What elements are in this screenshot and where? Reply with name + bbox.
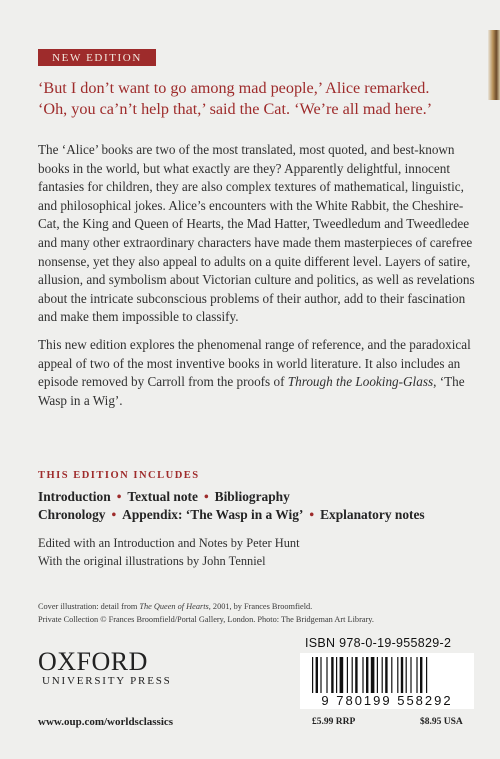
publisher-logo: OXFORD xyxy=(38,647,148,676)
blurb xyxy=(38,141,482,419)
barcode-bars xyxy=(312,657,462,695)
bullet-separator: • xyxy=(111,507,117,522)
illustrator-credit-line: With the original illustrations by John Tenniel xyxy=(38,554,266,568)
barcode-bar xyxy=(312,657,313,695)
quote-line-2: ‘Oh, you ca’n’t help that,’ said the Cat. ‘We’re all mad here.’ xyxy=(38,100,433,118)
barcode-bar xyxy=(371,657,375,695)
barcode-bar xyxy=(397,657,398,695)
barcode-bar xyxy=(426,657,427,695)
barcode xyxy=(300,653,474,709)
editor-credits xyxy=(38,534,300,570)
barcode-bar xyxy=(362,657,363,695)
bullet-separator: • xyxy=(309,507,315,522)
cover-edge-strip xyxy=(488,30,500,100)
includes-heading: THIS EDITION INCLUDES xyxy=(38,470,200,481)
barcode-bar xyxy=(420,657,422,695)
cover-credit-line-2: Private Collection © Frances Broomfield/Portal Gallery, London. Photo: The Bridgeman Art Library. xyxy=(38,614,374,624)
includes-row-1 xyxy=(38,488,478,506)
barcode-bar xyxy=(352,657,353,695)
barcode-bar xyxy=(336,657,337,695)
barcode-bar xyxy=(355,657,357,695)
includes-item: Appendix: ‘The Wasp in a Wig’ xyxy=(122,507,304,522)
isbn-label: ISBN 978-0-19-955829-2 xyxy=(305,636,452,650)
blurb-paragraph-2-start: This new edition explores the phenomenal range of reference, and the paradoxical appeal of two of the most inventive books in world literature. It also includes an episode removed by Carroll from the proofs of xyxy=(38,336,471,390)
blurb-paragraph-2 xyxy=(38,336,482,410)
barcode-bar xyxy=(406,657,407,695)
includes-item: Textual note xyxy=(127,489,198,504)
includes-row-2 xyxy=(38,506,478,524)
barcode-bar xyxy=(340,657,344,695)
bullet-separator: • xyxy=(116,489,122,504)
bullet-separator: • xyxy=(203,489,209,504)
barcode-bar xyxy=(326,657,327,695)
barcode-bar xyxy=(401,657,403,695)
includes-list xyxy=(38,488,478,524)
blurb-paragraph-2-title: Through the Looking-Glass xyxy=(287,374,434,390)
cover-credit-prefix: Cover illustration: detail from xyxy=(38,602,140,611)
includes-item: Bibliography xyxy=(214,489,290,504)
quote-line-1: ‘But I don’t want to go among mad people,’ Alice remarked. xyxy=(38,79,430,97)
barcode-bar xyxy=(316,657,318,695)
blurb-paragraph-1: The ‘Alice’ books are two of the most translated, most quoted, and best-known books in the world, but what exactly are they? Apparently delightful, innocent fantasies for children, they are also complex textures of mathematical, linguistic, and philosophical jokes. Alice’s encounters with the White Rabbit, the Cheshire-Cat, the King and Queen of Hearts, the Mad Hatter, Tweedledum and Tweedledee and many other extraordinary characters have made them masterpieces of carefree nonsense, yet they also appeal to adults on a quite different level. Layers of satire, allusion, and symbolism about Victorian culture and politics, as well as revelations about the intricate subconscious problems of their author, add to their fascination and make them impossible to classify. xyxy=(38,142,475,325)
publisher-logo-subtitle: UNIVERSITY PRESS xyxy=(42,675,172,687)
barcode-bar xyxy=(385,657,387,695)
new-edition-badge: NEW EDITION xyxy=(38,49,156,66)
price-uk: £5.99 RRP xyxy=(312,717,356,727)
cover-illustration-credit xyxy=(38,601,488,626)
editor-credit-line: Edited with an Introduction and Notes by Peter Hunt xyxy=(38,536,300,550)
barcode-bar xyxy=(382,657,383,695)
barcode-bar xyxy=(320,657,321,695)
cover-credit-line-1 xyxy=(38,601,488,614)
barcode-bar xyxy=(331,657,333,695)
includes-item: Chronology xyxy=(38,507,106,522)
barcode-bar xyxy=(416,657,417,695)
barcode-number: 9 780199 558292 xyxy=(300,693,474,708)
blurb-paragraph-2-end: , ‘The Wasp in a Wig’. xyxy=(38,374,465,408)
barcode-bar xyxy=(410,657,411,695)
barcode-bar xyxy=(366,657,368,695)
publisher-url: www.oup.com/worldsclassics xyxy=(38,716,174,728)
includes-item: Explanatory notes xyxy=(320,507,425,522)
barcode-bar xyxy=(391,657,392,695)
cover-credit-title: The Queen of Hearts xyxy=(139,602,209,611)
cover-quote xyxy=(38,78,478,120)
barcode-bar xyxy=(347,657,348,695)
cover-credit-suffix: , 2001, by Frances Broomfield. xyxy=(208,602,313,611)
barcode-bar xyxy=(377,657,378,695)
includes-item: Introduction xyxy=(38,489,111,504)
price-us: $8.95 USA xyxy=(420,717,463,727)
